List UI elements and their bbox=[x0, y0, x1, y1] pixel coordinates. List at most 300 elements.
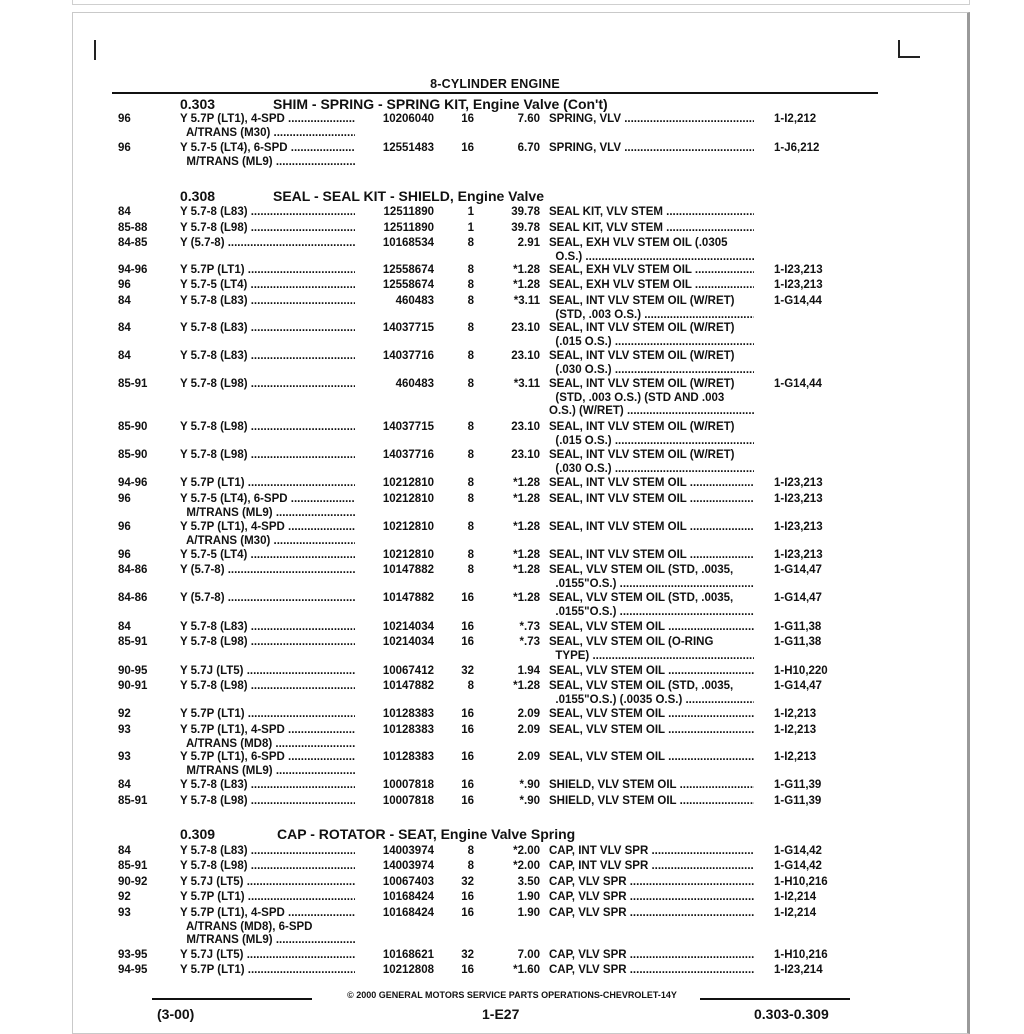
description-line: SPRING, VLV ..... bbox=[549, 113, 754, 125]
quantity: 16 bbox=[461, 142, 474, 154]
description-line: SEAL, INT VLV STEM OIL (W/RET) bbox=[549, 295, 735, 307]
price: 7.60 bbox=[517, 113, 540, 125]
description-line: SEAL, VLV STEM OIL ..... bbox=[549, 724, 754, 736]
price: *1.28 bbox=[513, 564, 540, 576]
model-year: 96 bbox=[118, 549, 131, 561]
quantity: 8 bbox=[467, 549, 474, 561]
description-line: SEAL, INT VLV STEM OIL (W/RET) bbox=[549, 350, 735, 362]
section-number: 0.309 bbox=[180, 826, 216, 842]
description-line: .0155"O.S.) ..... bbox=[555, 578, 754, 590]
application bbox=[180, 295, 355, 309]
application-line: A/TRANS (MD8), 6-SPD bbox=[185, 920, 313, 933]
illustration-ref: 1-G14,47 bbox=[774, 592, 822, 604]
description-line: (STD, .003 O.S.) ..... bbox=[555, 309, 754, 321]
description-line: (.015 O.S.) ..... bbox=[555, 435, 754, 447]
description bbox=[549, 964, 754, 978]
part-number: 14037716 bbox=[382, 449, 434, 461]
description-line: CAP, VLV SPR ..... bbox=[549, 949, 754, 961]
price: 6.70 bbox=[517, 142, 540, 154]
illustration-ref: 1-I23,213 bbox=[774, 521, 823, 533]
description bbox=[549, 860, 754, 874]
description bbox=[549, 876, 754, 890]
description-line: O.S.) (W/RET) ..... bbox=[549, 405, 754, 417]
model-year: 84-85 bbox=[118, 237, 148, 249]
illustration-ref: 1-G11,39 bbox=[774, 795, 822, 807]
price: 2.09 bbox=[517, 724, 540, 736]
part-number: 10168534 bbox=[382, 237, 434, 249]
model-year: 84-86 bbox=[118, 592, 148, 604]
illustration-ref: 1-I23,213 bbox=[774, 477, 823, 489]
application-line: Y 5.7-8 (L98) ..... bbox=[180, 222, 355, 234]
illustration-ref: 1-I23,213 bbox=[774, 279, 823, 291]
illustration-ref: 1-H10,220 bbox=[774, 665, 828, 677]
application-line: Y 5.7-8 (L83) ..... bbox=[180, 206, 355, 218]
quantity: 32 bbox=[461, 949, 474, 961]
price: 23.10 bbox=[511, 449, 540, 461]
application-line: Y 5.7-8 (L98) ..... bbox=[180, 449, 355, 461]
application-line: A/TRANS (MD8) ..... bbox=[186, 738, 355, 750]
illustration-ref: 1-I2,213 bbox=[774, 751, 817, 763]
description bbox=[549, 845, 754, 859]
description-line: TYPE) ..... bbox=[555, 650, 754, 662]
application bbox=[180, 876, 355, 890]
quantity: 8 bbox=[467, 449, 474, 461]
description-line: SEAL, VLV STEM OIL ..... bbox=[549, 621, 754, 633]
application-line: Y (5.7-8) ..... bbox=[180, 592, 355, 604]
application bbox=[180, 350, 355, 364]
price: *1.28 bbox=[513, 279, 540, 291]
part-number: 14037716 bbox=[382, 350, 434, 362]
part-number: 14003974 bbox=[382, 845, 434, 857]
application bbox=[180, 113, 355, 140]
part-number: 12511890 bbox=[383, 206, 434, 218]
quantity: 8 bbox=[467, 564, 474, 576]
price: *1.28 bbox=[513, 592, 540, 604]
price: *.73 bbox=[519, 636, 540, 648]
application bbox=[180, 949, 355, 963]
application-line: A/TRANS (M30) ..... bbox=[186, 535, 355, 547]
description-line: CAP, VLV SPR ..... bbox=[549, 891, 754, 903]
description-line: SEAL, INT VLV STEM OIL ..... bbox=[549, 477, 754, 489]
illustration-ref: 1-G11,38 bbox=[774, 621, 822, 633]
part-number: 12558674 bbox=[382, 279, 434, 291]
part-number: 460483 bbox=[395, 378, 434, 390]
part-number: 10212810 bbox=[382, 549, 434, 561]
application bbox=[180, 279, 355, 293]
description-line: SEAL, EXH VLV STEM OIL ..... bbox=[549, 279, 754, 291]
part-number: 10214034 bbox=[382, 621, 434, 633]
model-year: 94-96 bbox=[118, 477, 148, 489]
description-line: CAP, INT VLV SPR ..... bbox=[549, 860, 754, 872]
model-year: 85-91 bbox=[118, 860, 148, 872]
part-number: 10067412 bbox=[382, 665, 434, 677]
description bbox=[549, 295, 754, 322]
application-line: Y 5.7J (LT5) ..... bbox=[180, 665, 355, 677]
model-year: 90-91 bbox=[118, 680, 148, 692]
price: *1.28 bbox=[513, 680, 540, 692]
application bbox=[180, 378, 355, 392]
part-number: 14037715 bbox=[382, 421, 434, 433]
price: *.90 bbox=[519, 779, 540, 791]
description-line: (STD, .003 O.S.) (STD AND .003 bbox=[555, 391, 725, 404]
part-number: 460483 bbox=[395, 295, 434, 307]
description bbox=[549, 493, 754, 507]
description bbox=[549, 751, 754, 765]
part-number: 14037715 bbox=[382, 322, 434, 334]
quantity: 16 bbox=[461, 795, 474, 807]
price: *2.00 bbox=[513, 860, 540, 872]
application-line: Y 5.7P (LT1) ..... bbox=[180, 264, 355, 276]
price: *1.28 bbox=[513, 521, 540, 533]
application-line: Y 5.7P (LT1), 4-SPD ..... bbox=[180, 724, 355, 736]
quantity: 8 bbox=[467, 421, 474, 433]
description bbox=[549, 350, 754, 377]
application bbox=[180, 845, 355, 859]
description-line: SEAL, VLV STEM OIL (STD, .0035, bbox=[549, 564, 734, 576]
description bbox=[549, 378, 754, 419]
application-line: Y 5.7J (LT5) ..... bbox=[180, 949, 355, 961]
application-line: M/TRANS (ML9) ..... bbox=[186, 507, 355, 519]
illustration-ref: 1-G14,44 bbox=[774, 295, 822, 307]
description bbox=[549, 264, 754, 278]
illustration-ref: 1-G14,42 bbox=[774, 845, 822, 857]
application bbox=[180, 521, 355, 548]
quantity: 8 bbox=[467, 295, 474, 307]
quantity: 1 bbox=[467, 222, 474, 234]
application bbox=[180, 636, 355, 650]
model-year: 93 bbox=[118, 907, 131, 919]
description bbox=[549, 564, 754, 591]
description bbox=[549, 549, 754, 563]
part-number: 10212810 bbox=[382, 493, 434, 505]
model-year: 90-95 bbox=[118, 665, 148, 677]
description bbox=[549, 113, 754, 127]
application-line: Y (5.7-8) ..... bbox=[180, 237, 355, 249]
application-line: Y 5.7-8 (L83) ..... bbox=[180, 779, 355, 791]
part-number: 10168424 bbox=[382, 907, 434, 919]
part-number: 10212810 bbox=[382, 477, 434, 489]
price: 1.90 bbox=[517, 907, 540, 919]
part-number: 10212810 bbox=[382, 521, 434, 533]
description-line: (.015 O.S.) ..... bbox=[555, 336, 754, 348]
application-line: Y 5.7P (LT1) ..... bbox=[180, 964, 355, 976]
application bbox=[180, 708, 355, 722]
description-line: SEAL, INT VLV STEM OIL (W/RET) bbox=[549, 421, 735, 433]
part-number: 10067403 bbox=[382, 876, 434, 888]
model-year: 94-95 bbox=[118, 964, 148, 976]
part-number: 10128383 bbox=[382, 724, 434, 736]
illustration-ref: 1-G14,44 bbox=[774, 378, 822, 390]
description-line: SEAL, INT VLV STEM OIL ..... bbox=[549, 549, 754, 561]
description-line: SEAL, INT VLV STEM OIL (W/RET) bbox=[549, 449, 735, 461]
header-rule bbox=[112, 92, 878, 94]
description-line: SEAL, INT VLV STEM OIL ..... bbox=[549, 521, 754, 533]
description bbox=[549, 206, 754, 220]
application-line: A/TRANS (M30) ..... bbox=[186, 127, 355, 139]
price: *1.60 bbox=[513, 964, 540, 976]
application-line: Y 5.7P (LT1), 4-SPD ..... bbox=[180, 907, 355, 919]
quantity: 32 bbox=[461, 876, 474, 888]
description bbox=[549, 521, 754, 535]
model-year: 85-91 bbox=[118, 795, 148, 807]
price: 23.10 bbox=[511, 350, 540, 362]
illustration-ref: 1-G14,42 bbox=[774, 860, 822, 872]
description-line: SEAL KIT, VLV STEM ..... bbox=[549, 222, 754, 234]
quantity: 1 bbox=[467, 206, 474, 218]
model-year: 94-96 bbox=[118, 264, 148, 276]
part-number: 10147882 bbox=[382, 564, 434, 576]
application-line: Y 5.7-5 (LT4) ..... bbox=[180, 549, 355, 561]
model-year: 93-95 bbox=[118, 949, 148, 961]
model-year: 85-90 bbox=[118, 421, 148, 433]
model-year: 93 bbox=[118, 751, 131, 763]
part-number: 10214034 bbox=[382, 636, 434, 648]
application-line: Y 5.7-8 (L98) ..... bbox=[180, 860, 355, 872]
application-line: Y 5.7-8 (L98) ..... bbox=[180, 636, 355, 648]
application-line: Y 5.7P (LT1) ..... bbox=[180, 891, 355, 903]
price: 2.09 bbox=[517, 751, 540, 763]
application-line: Y 5.7P (LT1), 6-SPD ..... bbox=[180, 751, 355, 763]
description-line: SEAL, VLV STEM OIL (STD, .0035, bbox=[549, 592, 734, 604]
crop-mark-right bbox=[898, 40, 920, 58]
price: 23.10 bbox=[511, 322, 540, 334]
section-title: SEAL - SEAL KIT - SHIELD, Engine Valve bbox=[273, 188, 544, 204]
application-line: Y 5.7-8 (L83) ..... bbox=[180, 295, 355, 307]
illustration-ref: 1-I23,213 bbox=[774, 493, 823, 505]
model-year: 92 bbox=[118, 708, 131, 720]
quantity: 16 bbox=[461, 592, 474, 604]
description bbox=[549, 621, 754, 635]
part-number: 10007818 bbox=[382, 795, 434, 807]
crop-mark-left bbox=[94, 40, 96, 60]
quantity: 8 bbox=[467, 264, 474, 276]
description-line: .0155"O.S.) (.0035 O.S.) ..... bbox=[555, 694, 754, 706]
description bbox=[549, 222, 754, 236]
footer-copyright: © 2000 GENERAL MOTORS SERVICE PARTS OPERATIONS-CHEVROLET-14Y bbox=[347, 990, 677, 1000]
footer-section-range: 0.303-0.309 bbox=[754, 1006, 829, 1022]
price: 3.50 bbox=[517, 876, 540, 888]
illustration-ref: 1-G11,38 bbox=[774, 636, 822, 648]
application-line: Y 5.7P (LT1), 4-SPD ..... bbox=[180, 521, 355, 533]
page-title: 8-CYLINDER ENGINE bbox=[430, 77, 560, 91]
description bbox=[549, 724, 754, 738]
application bbox=[180, 222, 355, 236]
description-line: SHIELD, VLV STEM OIL ..... bbox=[549, 795, 754, 807]
price: *3.11 bbox=[513, 295, 540, 307]
quantity: 16 bbox=[461, 621, 474, 633]
application-line: Y (5.7-8) ..... bbox=[180, 564, 355, 576]
description-line: SEAL, EXH VLV STEM OIL ..... bbox=[549, 264, 754, 276]
price: 1.94 bbox=[517, 665, 540, 677]
model-year: 84 bbox=[118, 206, 131, 218]
quantity: 8 bbox=[467, 477, 474, 489]
description-line: CAP, VLV SPR ..... bbox=[549, 964, 754, 976]
quantity: 8 bbox=[467, 237, 474, 249]
page-header bbox=[0, 77, 1024, 91]
part-number: 10128383 bbox=[382, 708, 434, 720]
quantity: 8 bbox=[467, 493, 474, 505]
application bbox=[180, 264, 355, 278]
illustration-ref: 1-H10,216 bbox=[774, 949, 828, 961]
part-number: 10206040 bbox=[382, 113, 434, 125]
footer-date: (3-00) bbox=[157, 1006, 195, 1022]
quantity: 16 bbox=[461, 724, 474, 736]
footer-page-number: 1-E27 bbox=[482, 1006, 520, 1022]
description-line: CAP, INT VLV SPR ..... bbox=[549, 845, 754, 857]
part-number: 10128383 bbox=[382, 751, 434, 763]
description-line: SEAL, INT VLV STEM OIL (W/RET) bbox=[549, 322, 735, 334]
illustration-ref: 1-I2,212 bbox=[774, 113, 817, 125]
quantity: 16 bbox=[461, 964, 474, 976]
description-line: (.030 O.S.) ..... bbox=[555, 364, 754, 376]
description bbox=[549, 779, 754, 793]
application bbox=[180, 621, 355, 635]
application-line: Y 5.7-8 (L83) ..... bbox=[180, 621, 355, 633]
part-number: 12551483 bbox=[382, 142, 434, 154]
description-line: SEAL, INT VLV STEM OIL (W/RET) bbox=[549, 378, 735, 390]
price: *.90 bbox=[519, 795, 540, 807]
application-line: Y 5.7P (LT1), 4-SPD ..... bbox=[180, 113, 355, 125]
price: *1.28 bbox=[513, 549, 540, 561]
description bbox=[549, 907, 754, 921]
part-number: 10147882 bbox=[382, 680, 434, 692]
description-line: SEAL, VLV STEM OIL ..... bbox=[549, 665, 754, 677]
quantity: 16 bbox=[461, 751, 474, 763]
part-number: 10147882 bbox=[382, 592, 434, 604]
section-title: SHIM - SPRING - SPRING KIT, Engine Valve (Con't) bbox=[273, 96, 608, 112]
part-number: 12558674 bbox=[382, 264, 434, 276]
illustration-ref: 1-I2,213 bbox=[774, 708, 817, 720]
application bbox=[180, 592, 355, 606]
quantity: 8 bbox=[467, 521, 474, 533]
description-line: CAP, VLV SPR ..... bbox=[549, 876, 754, 888]
application-line: M/TRANS (ML9) ..... bbox=[186, 156, 355, 168]
price: 23.10 bbox=[511, 421, 540, 433]
application bbox=[180, 779, 355, 793]
model-year: 84 bbox=[118, 621, 131, 633]
quantity: 8 bbox=[467, 378, 474, 390]
description bbox=[549, 949, 754, 963]
illustration-ref: 1-G14,47 bbox=[774, 680, 822, 692]
description-line: SEAL, VLV STEM OIL (STD, .0035, bbox=[549, 680, 734, 692]
application-line: Y 5.7-5 (LT4), 6-SPD ..... bbox=[180, 493, 355, 505]
application bbox=[180, 421, 355, 435]
quantity: 8 bbox=[467, 350, 474, 362]
section-number: 0.308 bbox=[180, 188, 216, 204]
model-year: 96 bbox=[118, 493, 131, 505]
description-line: O.S.) ..... bbox=[555, 251, 754, 263]
application-line: Y 5.7-8 (L83) ..... bbox=[180, 350, 355, 362]
model-year: 85-88 bbox=[118, 222, 148, 234]
price: 2.09 bbox=[517, 708, 540, 720]
model-year: 92 bbox=[118, 891, 131, 903]
price: 39.78 bbox=[511, 222, 540, 234]
model-year: 84-86 bbox=[118, 564, 148, 576]
description-line: SEAL, VLV STEM OIL ..... bbox=[549, 751, 754, 763]
illustration-ref: 1-G14,47 bbox=[774, 564, 822, 576]
application bbox=[180, 665, 355, 679]
application bbox=[180, 477, 355, 491]
price: *2.00 bbox=[513, 845, 540, 857]
description bbox=[549, 636, 754, 663]
application-line: Y 5.7P (LT1) ..... bbox=[180, 708, 355, 720]
quantity: 8 bbox=[467, 860, 474, 872]
quantity: 16 bbox=[461, 907, 474, 919]
illustration-ref: 1-J6,212 bbox=[774, 142, 820, 154]
description-line: SEAL, VLV STEM OIL (O-RING bbox=[549, 636, 714, 648]
description-line: SEAL KIT, VLV STEM ..... bbox=[549, 206, 754, 218]
illustration-ref: 1-I2,214 bbox=[774, 907, 817, 919]
illustration-ref: 1-I23,213 bbox=[774, 549, 823, 561]
illustration-ref: 1-I2,213 bbox=[774, 724, 817, 736]
application bbox=[180, 751, 355, 778]
description bbox=[549, 237, 754, 264]
model-year: 96 bbox=[118, 113, 131, 125]
application-line: Y 5.7-8 (L98) ..... bbox=[180, 795, 355, 807]
application-line: M/TRANS (ML9) ..... bbox=[186, 765, 355, 777]
description bbox=[549, 477, 754, 491]
model-year: 84 bbox=[118, 350, 131, 362]
application bbox=[180, 891, 355, 905]
quantity: 16 bbox=[461, 891, 474, 903]
part-number: 12511890 bbox=[383, 222, 434, 234]
quantity: 16 bbox=[461, 779, 474, 791]
application bbox=[180, 237, 355, 251]
description-line: (.030 O.S.) ..... bbox=[555, 463, 754, 475]
description bbox=[549, 708, 754, 722]
quantity: 8 bbox=[467, 322, 474, 334]
previous-page-edge bbox=[72, 0, 970, 5]
application-line: Y 5.7-5 (LT4) ..... bbox=[180, 279, 355, 291]
description bbox=[549, 421, 754, 448]
application bbox=[180, 449, 355, 463]
description-line: SHIELD, VLV STEM OIL ..... bbox=[549, 779, 754, 791]
application bbox=[180, 860, 355, 874]
application bbox=[180, 142, 355, 169]
description bbox=[549, 279, 754, 293]
application bbox=[180, 564, 355, 578]
price: 1.90 bbox=[517, 891, 540, 903]
illustration-ref: 1-G11,39 bbox=[774, 779, 822, 791]
description bbox=[549, 680, 754, 707]
quantity: 32 bbox=[461, 665, 474, 677]
price: *1.28 bbox=[513, 477, 540, 489]
application bbox=[180, 907, 355, 948]
part-number: 14003974 bbox=[382, 860, 434, 872]
model-year: 93 bbox=[118, 724, 131, 736]
description bbox=[549, 142, 754, 156]
quantity: 16 bbox=[461, 113, 474, 125]
price: *3.11 bbox=[513, 378, 540, 390]
model-year: 96 bbox=[118, 142, 131, 154]
model-year: 96 bbox=[118, 279, 131, 291]
description-line: SEAL, INT VLV STEM OIL ..... bbox=[549, 493, 754, 505]
description-line: .0155"O.S.) ..... bbox=[555, 606, 754, 618]
description bbox=[549, 891, 754, 905]
application bbox=[180, 680, 355, 694]
part-number: 10007818 bbox=[382, 779, 434, 791]
price: *1.28 bbox=[513, 264, 540, 276]
description bbox=[549, 449, 754, 476]
quantity: 8 bbox=[467, 845, 474, 857]
illustration-ref: 1-I2,214 bbox=[774, 891, 817, 903]
application-line: Y 5.7-8 (L83) ..... bbox=[180, 322, 355, 334]
application-line: Y 5.7-5 (LT4), 6-SPD ..... bbox=[180, 142, 355, 154]
model-year: 96 bbox=[118, 521, 131, 533]
model-year: 85-91 bbox=[118, 636, 148, 648]
model-year: 90-92 bbox=[118, 876, 148, 888]
illustration-ref: 1-I23,213 bbox=[774, 264, 823, 276]
